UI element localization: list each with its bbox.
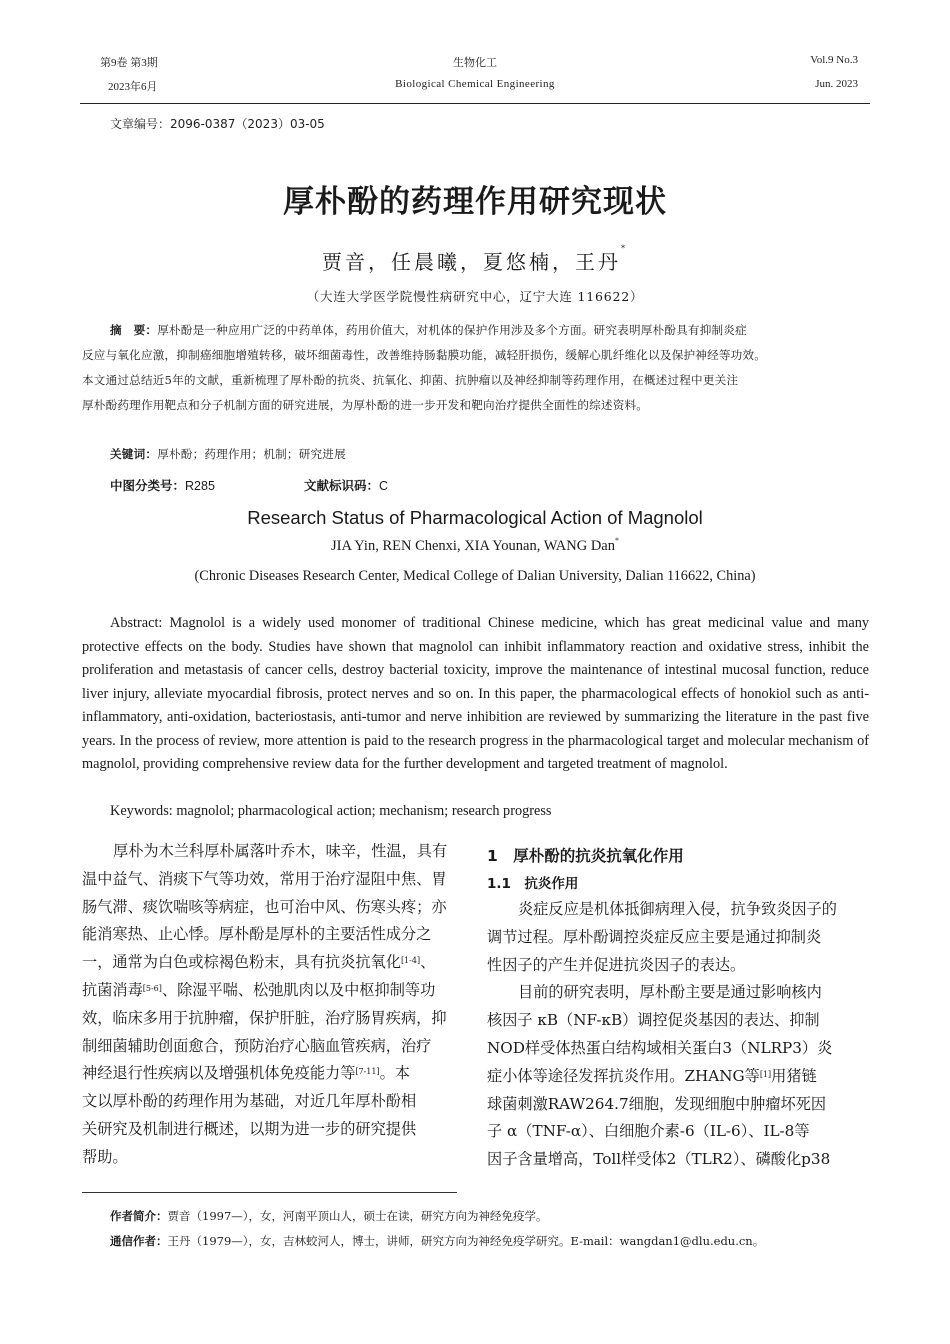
corresponding-mark: *: [621, 244, 628, 253]
title-en: Research Status of Pharmacological Action of Magnolol: [247, 507, 703, 528]
abstract-en-text: Magnolol is a widely used monomer of traditional Chinese medicine, which has great medicinal value and many protective effects on the body. Studies have shown that magnolol can inhibit inflammatory reaction and oxidative stress, inhibit the proliferation and metastasis of cancer cells, destroy bacterial toxicity, improve the maintenance of intestinal mucosal function, reduce liver injury, alleviate myocardial fibrosis, protect nerves and so on. In this paper, the pharmacological effects of honokiol such as anti-inflammatory, anti-oxidation, bacteriostasis, anti-tumor and nerve inhibition are reviewed by summarizing the literature in the past five years. In the process of review, more attention is paid to the research progress in the pharmacological target and molecular mechanism of magnolol, providing comprehensive review data for the further development and targeted treatment of magnolol.: [82, 615, 869, 772]
citation: [7-11]: [355, 1067, 380, 1077]
citation: [1-4]: [400, 956, 421, 966]
abstract-cn-label: 摘 要：: [110, 323, 158, 337]
header-date-en: Jun. 2023: [815, 78, 858, 90]
abstract-cn-line: 厚朴酚药理作用靶点和分子机制方面的研究进展，为厚朴酚的进一步开发和靶向治疗提供全面性的综述资料。: [82, 398, 649, 412]
authors-en-names: JIA Yin, REN Chenxi, XIA Younan, WANG Dan: [331, 538, 615, 554]
intro-paragraph: 厚朴为木兰科厚朴属落叶乔木，味辛，性温，具有 温中益气、消痰下气等功效，常用于治疗湿阻中焦、胃 肠气滞、痰饮喘咳等病症，也可治中风、伤寒头疼；亦 能消寒热、止心悸。厚朴酚是厚朴的主要活性成分之 一，通常为白色或棕褐色粉末，具有抗炎抗氧化[1-4]、 抗菌消毒[5-6]、除湿平喘、松弛肌肉以及中枢抑制等功 效，临床多用于抗肿瘤，保护肝脏，治疗肠胃疾病，抑 制细菌辅助创面愈合，预防治疗心脑血管疾病，治疗 神经退行性疾病以及增强机体免疫能力等[7-11]。本 文以厚朴酚的药理作用为基础，对近几年厚朴酚相 关研究及机制进行概述，以期为进一步的研究提供 帮助。: [82, 842, 448, 1166]
authors-cn-names: 贾音，任晨曦，夏悠楠，王丹: [322, 250, 621, 274]
title-cn: 厚朴酚的药理作用研究现状: [283, 184, 667, 220]
header-journal-en: Biological Chemical Engineering: [395, 78, 555, 90]
header-journal-cn: 生物化工: [453, 57, 497, 69]
section-1-1-body: 炎症反应是机体抵御病理入侵，抗争致炎因子的 调节过程。厚朴酚调控炎症反应主要是通过抑制炎 性因子的产生并促进抗炎因子的表达。 目前的研究表明，厚朴酚主要是通过影响核内 核因子 κB（NF-κB）调控促炎基因的表达、抑制 NOD样受体热蛋白结构域相关蛋白3（NLRP3）炎 症小体等途径发挥抗炎作用。ZHANG等[1]用猪链 球菌刺激RAW264.7细胞，发现细胞中肿瘤坏死因 子 α（TNF-α）、白细胞介素-6（IL-6）、IL-8等 因子含量增高，Toll样受体2（TLR2）、磷酸化p38: [487, 900, 837, 1169]
affiliation-cn: （大连大学医学院慢性病研究中心，辽宁大连 116622）: [306, 289, 644, 304]
corresponding-mark-en: *: [614, 536, 619, 545]
article-number: 文章编号：2096-0387（2023）03-05: [110, 117, 325, 131]
footnote-author-info: 作者简介：贾音（1997—），女，河南平顶山人，硕士在读，研究方向为神经免疫学。: [110, 1209, 548, 1223]
section-heading-1: 1 厚朴酚的抗炎抗氧化作用: [487, 847, 684, 865]
classification-number: 中图分类号：R285: [110, 478, 215, 493]
citation: [1]: [759, 1069, 772, 1079]
keywords-cn-label: 关键词：: [110, 447, 158, 461]
affiliation-en: (Chronic Diseases Research Center, Medical College of Dalian University, Dalian 116622, China): [194, 568, 756, 584]
abstract-cn-line: 摘 要：厚朴酚是一种应用广泛的中药单体，药用价值大，对机体的保护作用涉及多个方面。研究表明厚朴酚具有抑制炎症: [110, 323, 747, 337]
section-heading-1-1: 1.1 抗炎作用: [487, 876, 579, 892]
footnote-rule: [82, 1192, 457, 1193]
header-volume-cn: 第9卷 第3期: [100, 57, 158, 69]
header-volume-en: Vol.9 No.3: [810, 54, 858, 66]
keywords-en-label: Keywords:: [110, 803, 173, 819]
citation: [5-6]: [142, 983, 162, 993]
keywords-cn-text: 厚朴酚；药理作用；机制；研究进展: [157, 447, 346, 461]
abstract-cn-line: 反应与氧化应激，抑制癌细胞增殖转移，破坏细菌毒性，改善维持肠黏膜功能，减轻肝损伤，缓解心肌纤维化以及保护神经等功效。: [82, 348, 767, 362]
abstract-cn: [82, 318, 872, 418]
footnote-correspondence: 通信作者：王丹（1979—），女，吉林蛟河人，博士，讲师，研究方向为神经免疫学研究。E-mail：wangdan1@dlu.edu.cn。: [110, 1234, 765, 1248]
header-rule: [80, 103, 870, 104]
keywords-cn: [110, 442, 346, 467]
abstract-en: [82, 612, 869, 777]
keywords-en-text: magnolol; pharmacological action; mechanism; research progress: [172, 803, 552, 819]
abstract-en-label: Abstract:: [110, 615, 163, 631]
keywords-en: [110, 800, 552, 824]
authors-cn: [0, 246, 950, 275]
authors-en: [0, 538, 950, 555]
document-code: 文献标识码：C: [304, 478, 389, 493]
header-date-cn: 2023年6月: [108, 81, 158, 93]
abstract-cn-line: 本文通过总结近5年的文献，重新梳理了厚朴酚的抗炎、抗氧化、抑菌、抗肿瘤以及神经抑制等药理作用，在概述过程中更关注: [82, 373, 739, 387]
